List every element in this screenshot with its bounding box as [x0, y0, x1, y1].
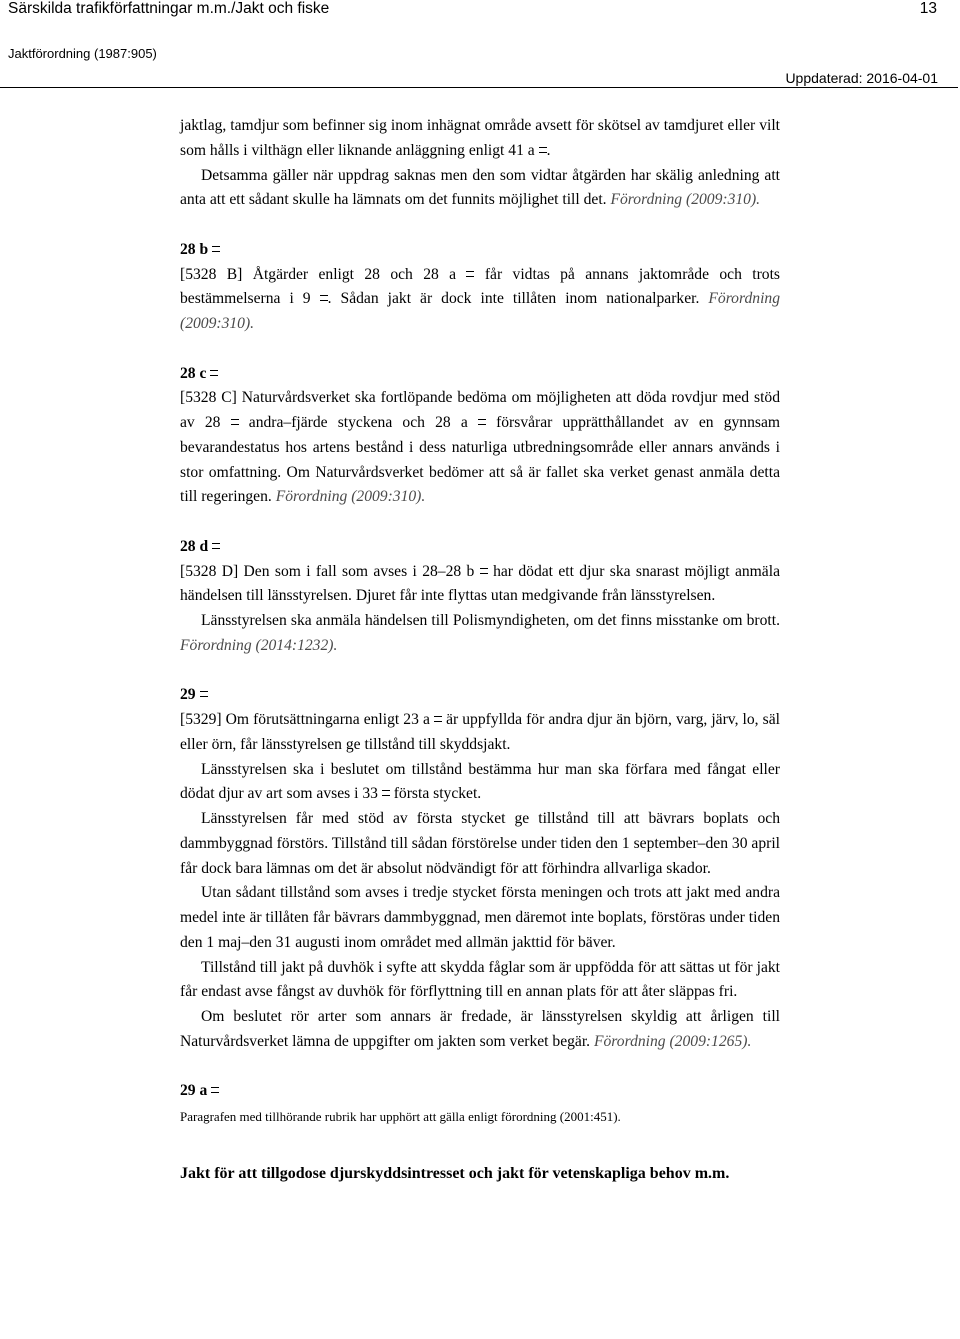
section-sign-icon: [212, 539, 220, 553]
section-sign-icon: [212, 242, 220, 256]
section-sign-icon: [210, 366, 218, 380]
section-29-paragraph-5: Tillstånd till jakt på duvhök i syfte att skydda fåglar som är uppfödda för att sättas ut för jakt får endast avse fångst av duvhök för förflyttning till en annan plats för att åter släppas fri.: [180, 958, 780, 1001]
section-sign-icon: [466, 267, 474, 281]
section-29-paragraph: [5329] Om förutsättningarna enligt 23 a är uppfyllda för andra djur än björn, varg, järv, lo, säl eller örn, får länsstyrelsen ge tillstånd till skyddsjakt.: [180, 711, 780, 753]
intro-paragraph: jaktlag, tamdjur som befinner sig inom inhägnat område avsett för skötsel av tamdjuret eller vilt som hålls i vilthägn eller liknande anläggning enligt 41 a .: [180, 117, 780, 159]
section-sign-icon: [200, 687, 208, 701]
chapter-heading: Jakt för att tillgodose djurskyddsintresset och jakt för vetenskapliga behov m.m.: [180, 1165, 730, 1182]
section-heading-29: 29: [180, 683, 780, 708]
section-heading-28d: 28 d: [180, 535, 780, 560]
header-rule: [0, 87, 958, 88]
section-sign-icon: [382, 786, 390, 800]
ordinance-reference: Förordning (2009:310).: [180, 290, 780, 332]
section-28c-paragraph: [5328 C] Naturvårdsverket ska fortlöpande bedöma om möjligheten att döda rovdjur med stöd av 28 andra–fjärde styckena och 28 a försvårar upprätthållandet av en gynnsam bevarandestatus hos artens bestånd i dess naturliga utbredningsområde eller annars används i stor omfattning. Om Naturvårdsverket bedömer att så är fallet ska verket genast anmäla detta till regeringen. Förordning (2009:310).: [180, 389, 780, 506]
section-heading-28c: 28 c: [180, 362, 780, 387]
document-title: Särskilda trafikförfattningar m.m./Jakt och fiske: [8, 0, 330, 17]
document-subtitle: Jaktförordning (1987:905): [8, 46, 157, 61]
section-sign-icon: [478, 415, 486, 429]
section-29-paragraph-3: Länsstyrelsen får med stöd av första stycket ge tillstånd till att bävrars boplats och dammbyggnad förstörs. Tillstånd till sådan förstörelse under tiden den 1 september–den 30 april får dock bara lämnas om det är absolut nödvändigt för att förhindra allvarliga skador.: [180, 810, 780, 877]
section-heading-29a: 29 a: [180, 1079, 780, 1104]
section-29-paragraph-4: Utan sådant tillstånd som avses i tredje stycket första meningen och trots att jakt med andra medel inte är tillåten får bävrars dammbyggnad, men däremot inte boplats, förstöras under tiden den 1 maj–den 31 augusti inom området med allmän jakttid för bäver.: [180, 884, 780, 951]
section-sign-icon: [320, 291, 328, 305]
section-sign-icon: [434, 712, 442, 726]
section-29-paragraph-2: Länsstyrelsen ska i beslutet om tillstånd bestämma hur man ska förfara med fångat eller dödat djur av art som avses i 33 första stycket.: [180, 760, 780, 803]
section-heading-28b: 28 b: [180, 238, 780, 263]
updated-date: Uppdaterad: 2016-04-01: [785, 70, 938, 86]
section-sign-icon: [231, 415, 239, 429]
section-28b-paragraph: [5328 B] Åtgärder enligt 28 och 28 a får vidtas på annans jaktområde och trots bestämmelserna i 9 . Sådan jakt är dock inte tillåten inom nationalparker. Förordning (2009:310).: [180, 265, 780, 332]
ordinance-reference: Förordning (2014:1232).: [180, 636, 338, 654]
repeal-note: Paragrafen med tillhörande rubrik har upphört att gälla enligt förordning (2001:451).: [180, 1109, 621, 1124]
page-number: 13: [919, 0, 937, 17]
document-body: [180, 114, 780, 1186]
section-28d-paragraph: [5328 D] Den som i fall som avses i 28–28 b har dödat ett djur ska snarast möjligt anmäla händelsen till länsstyrelsen. Djuret får inte flyttas utan medgivande från länsstyrelsen.: [180, 562, 780, 605]
section-sign-icon: [211, 1083, 219, 1097]
section-28d-paragraph-2: Länsstyrelsen ska anmäla händelsen till Polismyndigheten, om det finns misstanke om brott. Förordning (2014:1232).: [180, 612, 780, 654]
ordinance-reference: Förordning (2009:310).: [610, 191, 761, 209]
ordinance-reference: Förordning (2009:310).: [275, 488, 426, 506]
section-sign-icon: [539, 143, 547, 157]
ordinance-reference: Förordning (2009:1265).: [593, 1032, 752, 1050]
section-29-paragraph-6: Om beslutet rör arter som annars är fredade, är länsstyrelsen skyldig att årligen till Naturvårdsverket lämna de uppgifter om jakten som verket begär. Förordning (2009:1265).: [180, 1008, 780, 1050]
intro-paragraph-2: Detsamma gäller när uppdrag saknas men den som vidtar åtgärden har skälig anledning att anta att ett sådant skulle ha lämnats om det funnits möjlighet till det. Förordning (2009:310).: [180, 166, 780, 209]
section-sign-icon: [480, 564, 488, 578]
